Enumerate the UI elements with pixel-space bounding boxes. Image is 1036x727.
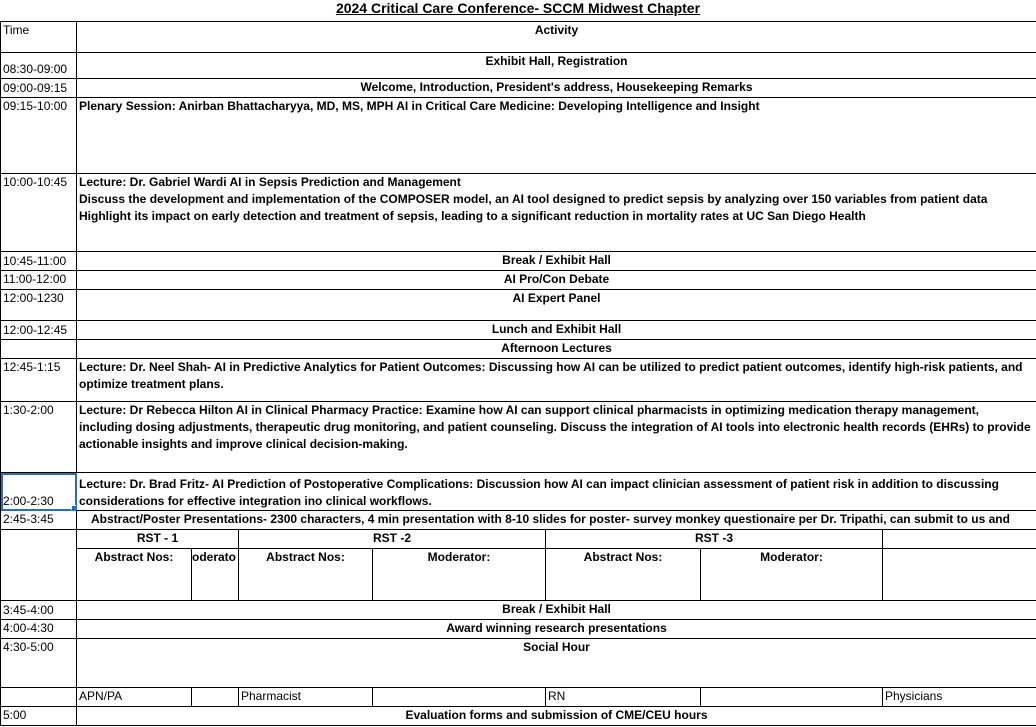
section-heading[interactable]: Afternoon Lectures	[77, 340, 1036, 359]
schedule-row	[1, 271, 1036, 290]
activity-cell[interactable]: Plenary Session: Anirban Bhattacharyya, MD, MS, MPH AI in Critical Care Medicine: Developing Intelligence and Insight	[77, 98, 1036, 174]
activity-cell[interactable]: Exhibit Hall, Registration	[77, 53, 1036, 79]
schedule-row	[1, 511, 1036, 530]
activity-cell[interactable]: Welcome, Introduction, President's address, Housekeeping Remarks	[77, 79, 1036, 98]
time-cell[interactable]: 08:30-09:00	[1, 53, 77, 79]
moderator-label[interactable]: Moderator:	[701, 549, 883, 601]
schedule-row	[1, 340, 1036, 359]
time-cell[interactable]: 12:00-12:45	[1, 321, 77, 340]
schedule-row	[1, 79, 1036, 98]
time-cell[interactable]: 09:15-10:00	[1, 98, 77, 174]
lecture-description: Discuss the development and implementation of the COMPOSER model, an AI tool designed to predict sepsis by analyzing over 150 variables from patient data	[79, 192, 988, 206]
time-cell-selected[interactable]: 2:00-2:30	[1, 473, 77, 511]
abstract-nos-label[interactable]: Abstract Nos:	[546, 549, 701, 601]
activity-cell[interactable]: Social Hour	[77, 639, 1036, 688]
role-pharmacist[interactable]: Pharmacist	[239, 688, 373, 707]
empty-cell[interactable]	[192, 688, 239, 707]
schedule-row	[1, 707, 1036, 726]
schedule-row	[1, 252, 1036, 271]
schedule-row	[1, 290, 1036, 321]
empty-cell[interactable]	[701, 688, 883, 707]
empty-cell[interactable]	[1, 549, 77, 601]
empty-cell[interactable]	[883, 549, 1036, 601]
schedule-row	[1, 98, 1036, 174]
activity-cell[interactable]: Evaluation forms and submission of CME/CEU hours	[77, 707, 1036, 726]
schedule-row	[1, 601, 1036, 620]
activity-cell[interactable]: Lunch and Exhibit Hall	[77, 321, 1036, 340]
moderator-label[interactable]: oderato	[192, 549, 239, 601]
time-cell[interactable]: 12:00-1230	[1, 290, 77, 321]
fill-handle[interactable]	[71, 505, 77, 511]
role-apn-pa[interactable]: APN/PA	[77, 688, 192, 707]
rst-sub-row	[1, 549, 1036, 601]
rst-2-header[interactable]: RST -2	[239, 530, 546, 549]
schedule-row	[1, 359, 1036, 402]
abstract-nos-label[interactable]: Abstract Nos:	[77, 549, 192, 601]
activity-cell[interactable]: Break / Exhibit Hall	[77, 601, 1036, 620]
empty-cell[interactable]	[1, 530, 77, 549]
rst-row	[1, 530, 1036, 549]
abstract-nos-label[interactable]: Abstract Nos:	[239, 549, 373, 601]
schedule-row	[1, 620, 1036, 639]
schedule-row	[1, 473, 1036, 511]
role-physicians[interactable]: Physicians	[883, 688, 1036, 707]
time-cell[interactable]	[1, 340, 77, 359]
rst-3-header[interactable]: RST -3	[546, 530, 883, 549]
roles-row	[1, 688, 1036, 707]
schedule-sheet	[0, 21, 1036, 726]
time-cell[interactable]: 4:00-4:30	[1, 620, 77, 639]
time-cell[interactable]: 11:00-12:00	[1, 271, 77, 290]
activity-header[interactable]: Activity	[77, 22, 1036, 53]
rst-1-header[interactable]: RST - 1	[77, 530, 239, 549]
time-cell[interactable]: 10:45-11:00	[1, 252, 77, 271]
time-cell[interactable]: 2:45-3:45	[1, 511, 77, 530]
activity-cell[interactable]: AI Pro/Con Debate	[77, 271, 1036, 290]
lecture-description: Highlight its impact on early detection and treatment of sepsis, leading to a significant reduction in mortality rates at UC San Diego Health	[79, 209, 866, 223]
time-cell[interactable]: 3:45-4:00	[1, 601, 77, 620]
activity-cell[interactable]: Break / Exhibit Hall	[77, 252, 1036, 271]
moderator-label[interactable]: Moderator:	[373, 549, 546, 601]
time-cell[interactable]: 4:30-5:00	[1, 639, 77, 688]
schedule-row	[1, 174, 1036, 252]
empty-cell[interactable]	[373, 688, 546, 707]
activity-cell[interactable]: Lecture: Dr Rebecca Hilton AI in Clinical Pharmacy Practice: Examine how AI can support clinical pharmacists in optimizing medication therapy management, including dosing adjustments, therapeutic drug monitoring, and patient counseling. Discuss the integration of AI tools into electronic health records (EHRs) to provide actionable insights and improve clinical decision-making.	[77, 402, 1036, 473]
schedule-row	[1, 639, 1036, 688]
lecture-title: Lecture: Dr. Gabriel Wardi AI in Sepsis Prediction and Management	[79, 175, 461, 189]
header-row	[1, 22, 1036, 53]
schedule-row	[1, 53, 1036, 79]
page-title: 2024 Critical Care Conference- SCCM Midwest Chapter	[335, 0, 701, 16]
time-cell[interactable]: 12:45-1:15	[1, 359, 77, 402]
time-cell[interactable]: 10:00-10:45	[1, 174, 77, 252]
time-cell[interactable]: 09:00-09:15	[1, 79, 77, 98]
role-rn[interactable]: RN	[546, 688, 701, 707]
schedule-row	[1, 402, 1036, 473]
activity-cell[interactable]: Abstract/Poster Presentations- 2300 characters, 4 min presentation with 8-10 slides for poster- survey monkey questionaire per Dr. Tripathi, can submit to us and	[77, 511, 1036, 530]
activity-cell[interactable]: Lecture: Dr. Brad Fritz- AI Prediction of Postoperative Complications: Discussion how AI can impact clinician assessment of patient risk in addition to discussing considerations for effective integration ino clinical workflows.	[77, 473, 1036, 511]
time-cell[interactable]: 5:00	[1, 707, 77, 726]
time-header[interactable]: Time	[1, 22, 77, 53]
empty-cell[interactable]	[883, 530, 1036, 549]
activity-cell[interactable]	[77, 174, 1036, 252]
activity-cell[interactable]: Lecture: Dr. Neel Shah- AI in Predictive Analytics for Patient Outcomes: Discussing how AI can be utilized to predict patient outcomes, identify high-risk patients, and optimize treatment plans.	[77, 359, 1036, 402]
empty-cell[interactable]	[1, 688, 77, 707]
schedule-row	[1, 321, 1036, 340]
time-cell[interactable]: 1:30-2:00	[1, 402, 77, 473]
activity-cell[interactable]: Award winning research presentations	[77, 620, 1036, 639]
activity-cell[interactable]: AI Expert Panel	[77, 290, 1036, 321]
